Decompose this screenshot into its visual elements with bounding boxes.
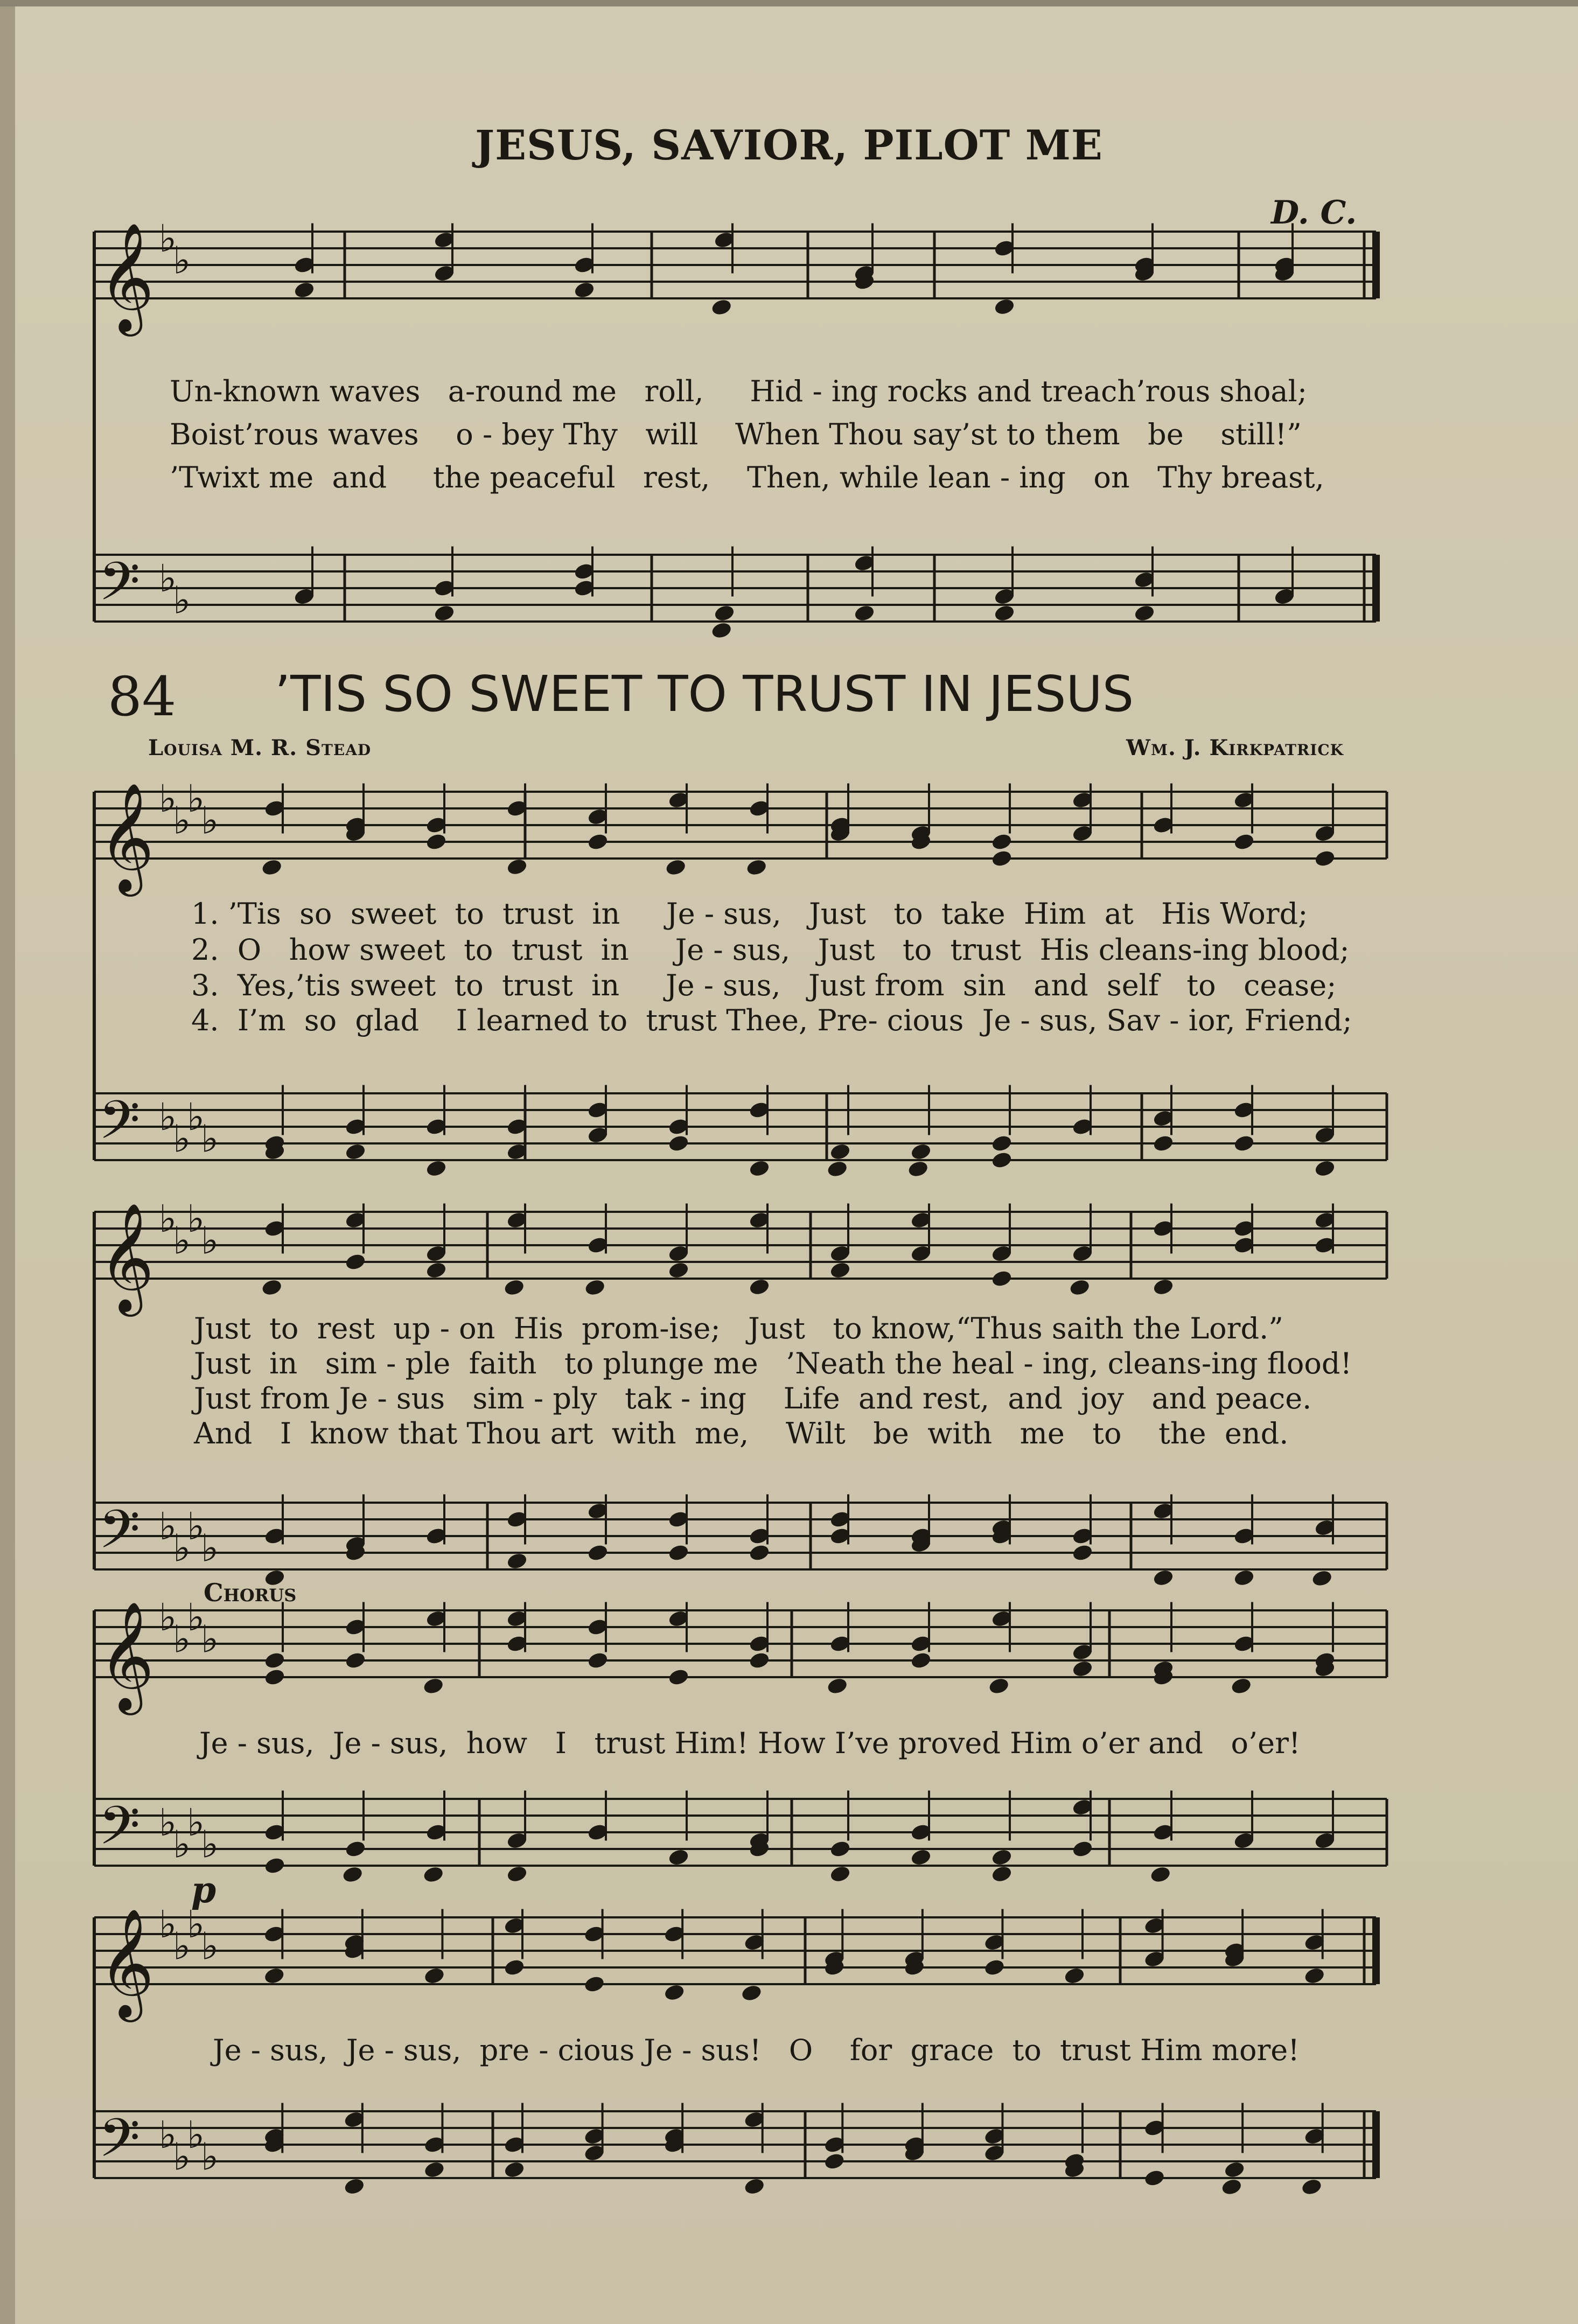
flat-sign-icon: ♭ — [201, 1617, 219, 1662]
flat-sign-icon: ♭ — [173, 1822, 191, 1867]
note-head — [261, 1278, 283, 1296]
prev-lyric-line-3: ’Twixt me and the peaceful rest, Then, while lean - ing on Thy breast, — [170, 460, 1324, 494]
verse-line-4a: 4. I’m so glad I learned to trust Thee, Pre- cious Je - sus, Sav - ior, Friend; — [191, 1003, 1352, 1037]
note-head — [907, 1160, 929, 1178]
verse-line-3a: 3. Yes,’tis sweet to trust in Je - sus, Just from sin and self to cease; — [191, 968, 1337, 1002]
note-head — [506, 1865, 528, 1883]
bass-clef-icon: 𝄢 — [99, 2107, 141, 2182]
note-head — [1231, 1677, 1252, 1695]
flat-sign-icon: ♭ — [159, 1504, 177, 1549]
note-head — [1221, 2178, 1242, 2196]
note-head — [294, 281, 315, 299]
bass-clef-icon: 𝄢 — [99, 1090, 141, 1164]
note-head — [991, 1134, 1013, 1153]
note-head — [425, 1159, 447, 1177]
flat-sign-icon: ♭ — [201, 1116, 219, 1161]
flat-sign-icon: ♭ — [201, 1526, 219, 1571]
note-head — [504, 1958, 525, 1977]
note-head — [668, 1848, 689, 1866]
note-head — [664, 1983, 685, 2001]
flat-sign-icon: ♭ — [187, 1902, 205, 1947]
note-head — [827, 1160, 848, 1178]
note-head — [1314, 1159, 1336, 1177]
flat-sign-icon: ♭ — [187, 1504, 205, 1549]
flat-sign-icon: ♭ — [173, 798, 191, 843]
flat-sign-icon: ♭ — [159, 777, 177, 821]
flat-sign-icon: ♭ — [159, 1095, 177, 1140]
prev-lyric-line-1: Un-known waves a-round me roll, Hid - ing rocks and treach’rous shoal; — [170, 374, 1308, 408]
note-head — [991, 1151, 1013, 1169]
note-head — [711, 298, 732, 316]
note-head — [506, 857, 528, 876]
note-head — [668, 1668, 689, 1686]
note-head — [423, 1966, 445, 1985]
note-head — [1153, 1134, 1174, 1153]
note-head — [1153, 1278, 1174, 1296]
note-head — [665, 858, 687, 876]
verse-line-2a: 2. O how sweet to trust in Je - sus, Just to trust His cleans-ing blood; — [191, 933, 1350, 967]
note-head — [994, 604, 1015, 622]
note-head — [1301, 2178, 1322, 2196]
note-head — [1314, 849, 1336, 868]
note-head — [574, 281, 595, 299]
flat-sign-icon: ♭ — [187, 1595, 205, 1640]
flat-sign-icon: ♭ — [159, 556, 177, 601]
note-head — [345, 1253, 366, 1271]
note-head — [345, 1142, 366, 1161]
verse-line-4b: And I know that Thou art with me, Wilt be with me to the end. — [194, 1416, 1289, 1450]
note-head — [1072, 1659, 1093, 1678]
note-head — [1153, 1568, 1174, 1587]
note-head — [910, 1651, 932, 1670]
note-head — [741, 1984, 762, 2002]
note-head — [1150, 1865, 1171, 1883]
note-head — [587, 1651, 609, 1670]
note-head — [263, 1966, 285, 1985]
flat-sign-icon: ♭ — [201, 2134, 219, 2179]
note-head — [991, 849, 1013, 868]
note-head — [1069, 1278, 1091, 1296]
flat-sign-icon: ♭ — [159, 1902, 177, 1947]
note-head — [1311, 1569, 1333, 1587]
note-head — [1072, 1544, 1093, 1562]
note-head — [1064, 1966, 1085, 1985]
verse-line-1a: 1. ’Tis so sweet to trust in Je - sus, Just to take Him at His Word; — [191, 897, 1308, 931]
note-head — [744, 2177, 765, 2195]
bass-clef-icon: 𝄢 — [99, 1499, 141, 1574]
note-head — [584, 1278, 606, 1296]
treble-clef-icon: 𝄞 — [99, 222, 155, 332]
hymn-number: 84 — [108, 665, 177, 728]
treble-clef-icon: 𝄞 — [99, 1908, 155, 2018]
note-head — [583, 1975, 605, 1993]
flat-sign-icon: ♭ — [187, 1197, 205, 1241]
note-head — [423, 1865, 444, 1883]
note-head — [345, 1840, 366, 1858]
note-head — [1224, 2160, 1245, 2179]
note-head — [668, 1261, 689, 1279]
flat-sign-icon: ♭ — [187, 2113, 205, 2158]
note-head — [264, 1857, 285, 1875]
flat-sign-icon: ♭ — [159, 217, 177, 261]
flat-sign-icon: ♭ — [201, 798, 219, 843]
treble-clef-icon: 𝄞 — [99, 1203, 155, 1312]
flat-sign-icon: ♭ — [201, 1822, 219, 1867]
flat-sign-icon: ♭ — [173, 1617, 191, 1662]
note-head — [425, 833, 447, 851]
note-head — [746, 858, 767, 876]
note-head — [991, 1848, 1013, 1866]
composer-credit: Wm. J. Kirkpatrick — [1126, 735, 1344, 760]
bass-clef-icon: 𝄢 — [99, 1795, 141, 1870]
note-head — [854, 604, 875, 622]
treble-clef-icon: 𝄞 — [99, 783, 155, 892]
note-head — [668, 1544, 689, 1562]
flat-sign-icon: ♭ — [173, 1116, 191, 1161]
note-head — [991, 1269, 1013, 1288]
note-head — [425, 1261, 447, 1279]
note-head — [342, 1865, 364, 1883]
note-head — [504, 1278, 525, 1296]
chorus-label: Chorus — [204, 1578, 297, 1607]
note-head — [1233, 833, 1255, 851]
flat-sign-icon: ♭ — [201, 1218, 219, 1263]
note-head — [587, 1544, 609, 1562]
dynamic-piano-mark: p — [191, 1869, 217, 1911]
flat-sign-icon: ♭ — [159, 1595, 177, 1640]
verse-line-3b: Just from Je - sus sim - ply tak - ing Life and rest, and joy and peace. — [194, 1381, 1312, 1415]
chorus-line-2: Je - sus, Je - sus, pre - cious Je - sus! O for grace to trust Him more! — [213, 2033, 1300, 2067]
note-head — [264, 1668, 285, 1686]
note-head — [261, 858, 283, 876]
note-head — [345, 1651, 366, 1670]
verse-line-1b: Just to rest up - on His prom-ise; Just to know,“Thus saith the Lord.” — [194, 1311, 1283, 1345]
note-head — [1233, 1134, 1255, 1153]
chorus-line-1: Je - sus, Je - sus, how I trust Him! How I’ve proved Him o’er and o’er! — [199, 1726, 1301, 1760]
note-head — [749, 1544, 770, 1562]
note-head — [829, 1142, 851, 1161]
note-head — [829, 1840, 851, 1858]
note-head — [434, 604, 455, 622]
note-head — [423, 2160, 445, 2179]
previous-hymn-title: JESUS, SAVIOR, PILOT ME — [475, 121, 1103, 169]
flat-sign-icon: ♭ — [201, 1924, 219, 1969]
note-head — [910, 1848, 932, 1866]
flat-sign-icon: ♭ — [187, 777, 205, 821]
note-head — [1233, 1568, 1255, 1587]
treble-clef-icon: 𝄞 — [99, 1601, 155, 1711]
flat-sign-icon: ♭ — [159, 2113, 177, 2158]
verse-line-2b: Just in sim - ple faith to plunge me ’Neath the heal - ing, cleans-ing flood! — [194, 1346, 1352, 1380]
note-head — [749, 1278, 770, 1296]
note-head — [423, 1677, 444, 1695]
note-head — [714, 604, 735, 622]
note-head — [711, 621, 732, 639]
flat-sign-icon: ♭ — [173, 2134, 191, 2179]
note-head — [991, 833, 1013, 851]
flat-sign-icon: ♭ — [173, 238, 191, 283]
note-head — [991, 1865, 1013, 1883]
flat-sign-icon: ♭ — [173, 1218, 191, 1263]
note-head — [504, 2160, 525, 2179]
flat-sign-icon: ♭ — [173, 578, 191, 623]
note-head — [983, 1958, 1005, 1977]
flat-sign-icon: ♭ — [173, 1924, 191, 1969]
lyricist-credit: Louisa M. R. Stead — [148, 735, 372, 760]
flat-sign-icon: ♭ — [187, 1095, 205, 1140]
da-capo-mark: D. C. — [1271, 194, 1357, 232]
flat-sign-icon: ♭ — [159, 1800, 177, 1845]
note-head — [988, 1677, 1010, 1695]
bass-clef-icon: 𝄢 — [99, 551, 141, 626]
note-head — [749, 1651, 770, 1670]
note-head — [1134, 604, 1155, 622]
note-head — [823, 2152, 845, 2171]
note-head — [910, 1142, 932, 1161]
note-head — [829, 1865, 851, 1883]
note-head — [1143, 2169, 1165, 2187]
flat-sign-icon: ♭ — [159, 1197, 177, 1241]
note-head — [1304, 1966, 1325, 1985]
note-head — [264, 1651, 285, 1670]
note-head — [829, 1261, 851, 1279]
flat-sign-icon: ♭ — [187, 1800, 205, 1845]
note-head — [827, 1677, 848, 1695]
note-head — [344, 2177, 365, 2195]
note-head — [749, 1159, 770, 1177]
hymn-title: ’TIS SO SWEET TO TRUST IN JESUS — [275, 665, 1134, 723]
flat-sign-icon: ♭ — [173, 1526, 191, 1571]
note-head — [1072, 1840, 1093, 1858]
note-head — [668, 1134, 689, 1153]
note-head — [994, 297, 1015, 316]
note-head — [587, 833, 609, 851]
prev-lyric-line-2: Boist’rous waves o - bey Thy will When Thou say’st to them be still!” — [170, 417, 1302, 451]
note-head — [506, 1552, 528, 1570]
